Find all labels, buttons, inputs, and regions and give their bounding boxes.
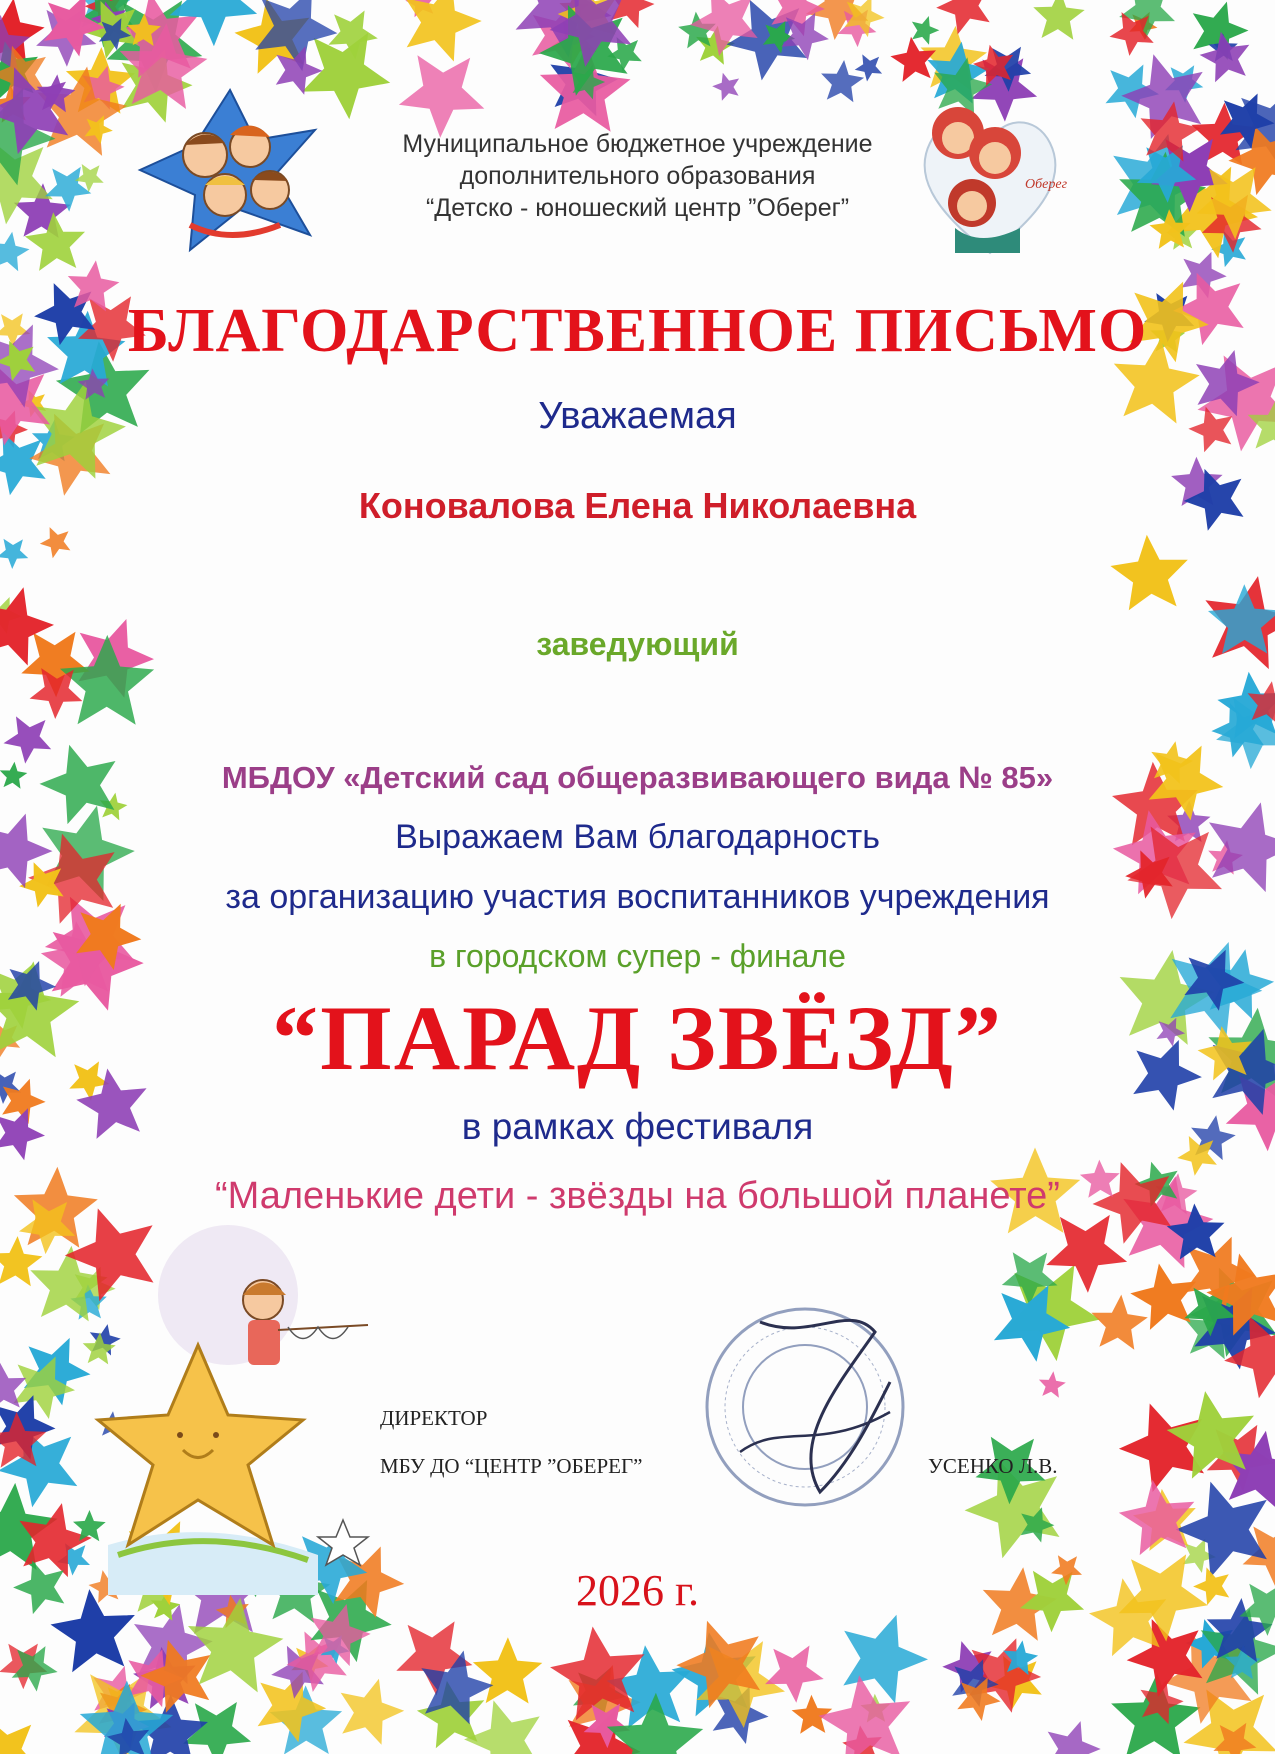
body-line-3: в городском супер - финале (429, 938, 846, 974)
recipient-position: заведующий (536, 626, 739, 662)
signature-org: МБУ ДО “ЦЕНТР ”ОБЕРЕГ” (380, 1454, 643, 1478)
svg-text:Оберег: Оберег (1025, 177, 1068, 192)
border-star (890, 37, 936, 82)
signature-role: ДИРЕКТОР (380, 1406, 488, 1430)
border-star (912, 16, 939, 45)
document-year: 2026 г. (575, 1566, 700, 1615)
org-line-1: Муниципальное бюджетное учреждение (402, 130, 873, 158)
round-seal-stamp (700, 1302, 910, 1512)
greeting: Уважаемая (538, 395, 737, 437)
recipient-organization: МБДОУ «Детский сад общеразвивающего вида № 85» (221, 760, 1054, 795)
border-star (4, 716, 52, 763)
border-star (399, 55, 484, 138)
border-star (1039, 1371, 1066, 1398)
border-star (406, 0, 482, 61)
border-star (473, 1637, 542, 1703)
border-star (0, 539, 28, 569)
border-star (1091, 1295, 1147, 1350)
border-star (40, 527, 71, 558)
border-star (712, 73, 739, 101)
border-star (1119, 1404, 1204, 1493)
org-line-2: дополнительного образования (459, 162, 816, 190)
org-line-3: “Детско - юношеский центр ”Оберег” (425, 194, 850, 222)
event-name: “ПАРАД ЗВЁЗД” (272, 987, 1003, 1089)
border-star (1110, 535, 1187, 611)
border-star (341, 1679, 405, 1745)
signature-name: УСЕНКО Л.В. (928, 1454, 1058, 1478)
girl-on-star-illustration (88, 1215, 388, 1595)
border-star (936, 0, 990, 34)
border-star (821, 60, 864, 102)
border-star (765, 1646, 824, 1703)
border-star (1048, 1721, 1101, 1754)
recipient-name: Коновалова Елена Николаевна (358, 485, 917, 526)
document-title: БЛАГОДАРСТВЕННОЕ ПИСЬМО (127, 297, 1148, 365)
festival-intro: в рамках фестиваля (461, 1106, 814, 1147)
body-line-1: Выражаем Вам благодарность (395, 818, 880, 856)
border-star (0, 1718, 38, 1754)
border-star (0, 232, 29, 271)
border-star (1033, 0, 1084, 40)
festival-name: “Маленькие дети - звёзды на большой планете” (215, 1175, 1060, 1217)
border-star (0, 1236, 42, 1286)
body-line-2: за организацию участия воспитанников учреждения (225, 878, 1050, 916)
